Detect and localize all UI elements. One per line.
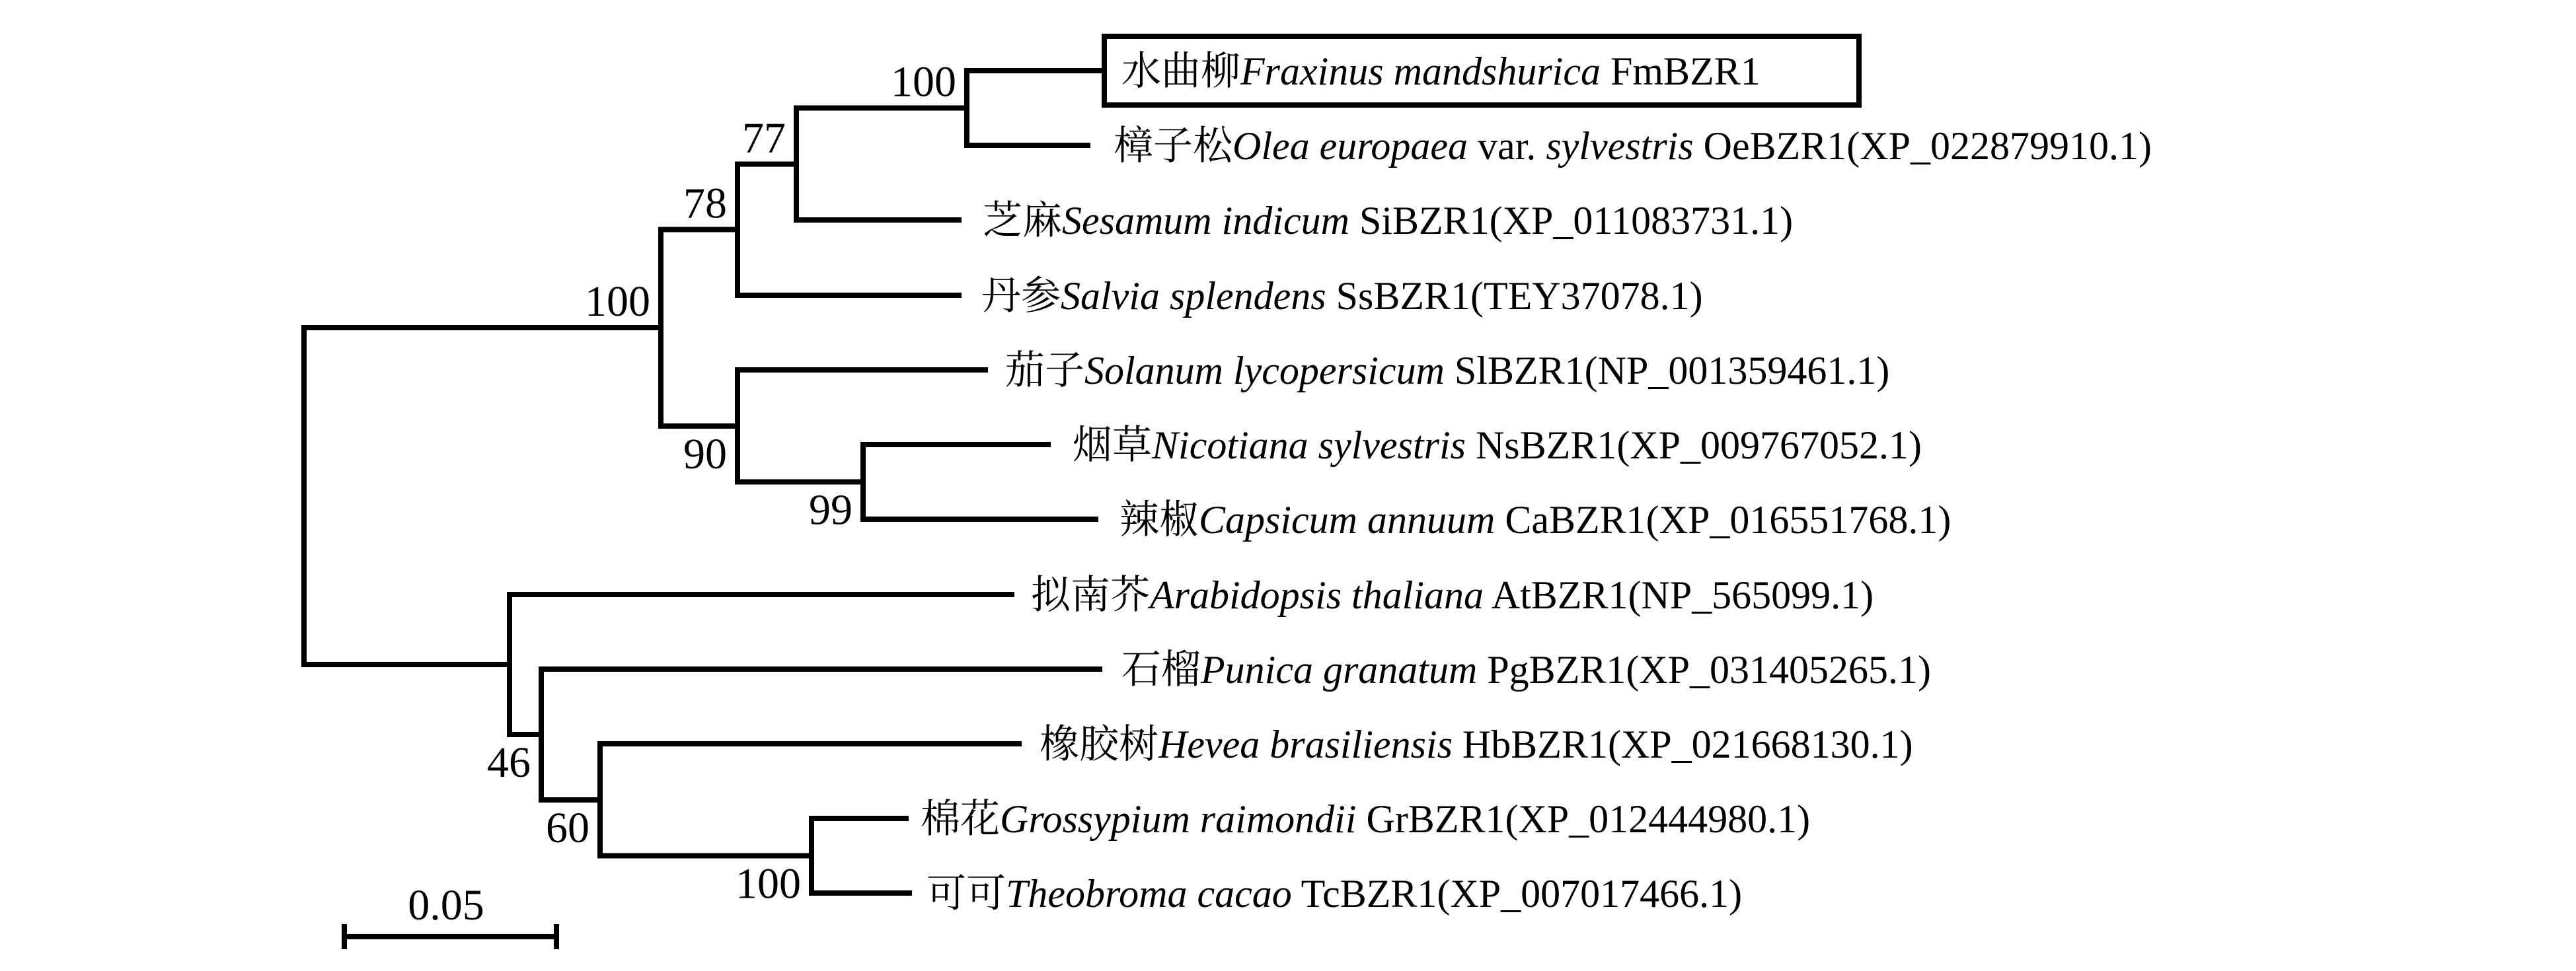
taxon-latin-name: Nicotiana sylvestris	[1152, 423, 1466, 467]
taxon-text: AtBZR1(NP_565099.1)	[1484, 573, 1874, 617]
taxon-latin-name: Capsicum annuum	[1199, 498, 1496, 542]
taxon-text: 水曲柳	[1121, 50, 1240, 93]
taxon-label	[1040, 723, 1913, 766]
bootstrap-label: 100	[585, 277, 650, 326]
taxon-text: 石榴	[1121, 648, 1201, 692]
taxon-text: 茄子	[1005, 349, 1084, 392]
taxon-text: 丹参	[981, 274, 1061, 318]
taxon-latin-name: Grossypium raimondii	[1000, 797, 1357, 841]
taxon-latin-name: Theobroma cacao	[1006, 872, 1292, 916]
taxon-text: NsBZR1(XP_009767052.1)	[1465, 423, 1922, 467]
taxon-text: 棉花	[921, 797, 1000, 841]
taxon-latin-name: Fraxinus mandshurica	[1240, 50, 1601, 93]
taxon-label	[1114, 124, 2152, 168]
taxon-latin-name: Sesamum indicum	[1062, 199, 1349, 242]
taxon-latin-name: Hevea brasiliensis	[1158, 723, 1453, 766]
taxon-label	[1121, 648, 1931, 692]
taxon-label	[1119, 498, 1951, 542]
taxon-label	[1121, 50, 1761, 93]
taxon-latin-name: sylvestris	[1546, 124, 1694, 168]
taxon-label	[981, 274, 1703, 318]
taxon-text: TcBZR1(XP_007017466.1)	[1291, 872, 1743, 916]
taxon-text: 可可	[927, 872, 1006, 916]
bootstrap-label: 78	[683, 179, 727, 228]
taxon-text: 拟南芥	[1031, 573, 1150, 617]
taxon-text: 辣椒	[1119, 498, 1199, 542]
taxon-latin-name: Solanum lycopersicum	[1084, 349, 1445, 392]
taxon-text: var.	[1468, 124, 1546, 168]
bootstrap-label: 77	[742, 114, 786, 162]
taxon-text: 烟草	[1073, 423, 1152, 467]
taxon-text: CaBZR1(XP_016551768.1)	[1495, 498, 1951, 542]
bootstrap-label: 100	[736, 859, 801, 908]
taxon-text: SlBZR1(NP_001359461.1)	[1444, 349, 1890, 392]
taxon-label	[927, 872, 1742, 916]
scale-bar-label: 0.05	[408, 881, 484, 929]
taxon-latin-name: Olea europaea	[1232, 124, 1468, 168]
taxon-text: GrBZR1(XP_012444980.1)	[1356, 797, 1811, 841]
taxon-text: SsBZR1(TEY37078.1)	[1326, 274, 1703, 318]
taxon-latin-name: Salvia splendens	[1061, 274, 1326, 318]
taxon-text: 橡胶树	[1040, 723, 1158, 766]
taxon-label	[1031, 573, 1874, 617]
taxon-text: 樟子松	[1114, 124, 1232, 168]
bootstrap-label: 99	[809, 486, 852, 534]
taxon-label	[1073, 423, 1922, 467]
bootstrap-label: 60	[546, 803, 589, 852]
bootstrap-label: 100	[891, 57, 956, 106]
taxon-text: FmBZR1	[1600, 50, 1761, 93]
taxon-text: SiBZR1(XP_011083731.1)	[1349, 199, 1794, 242]
taxon-text: HbBZR1(XP_021668130.1)	[1452, 723, 1913, 766]
taxon-text: OeBZR1(XP_022879910.1)	[1693, 124, 2152, 168]
taxon-text: 芝麻	[983, 199, 1062, 242]
bootstrap-label: 90	[683, 429, 727, 478]
taxon-label	[921, 797, 1810, 841]
taxon-latin-name: Arabidopsis thaliana	[1150, 573, 1484, 617]
taxon-label	[1005, 349, 1889, 392]
bootstrap-label: 46	[487, 738, 531, 787]
taxon-latin-name: Punica granatum	[1201, 648, 1478, 692]
taxon-label	[983, 199, 1793, 242]
taxon-text: PgBZR1(XP_031405265.1)	[1477, 648, 1932, 692]
